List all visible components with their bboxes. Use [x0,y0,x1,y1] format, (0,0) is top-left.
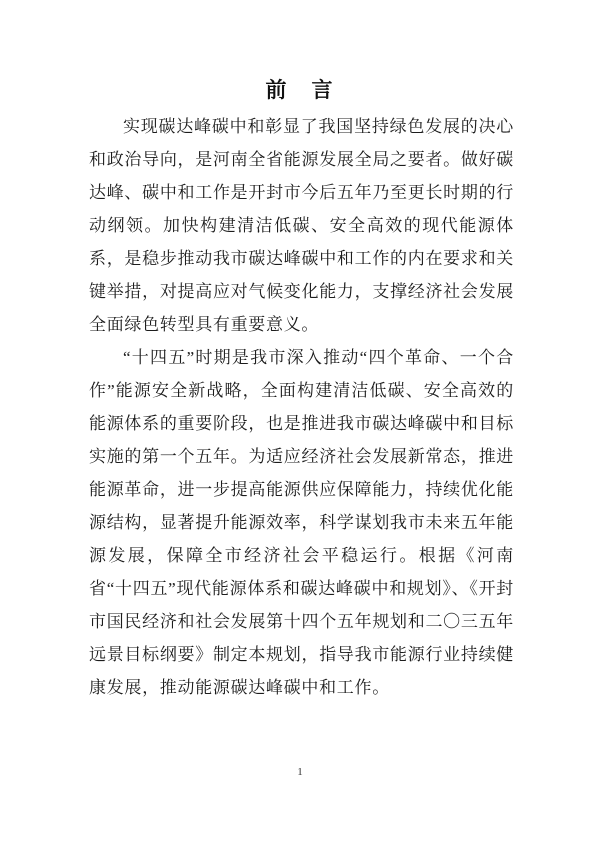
page-title: 前 言 [265,78,335,102]
paragraph-1: 实现碳达峰碳中和彰显了我国坚持绿色发展的决心和政治导向，是河南全省能源发展全局之要者。做好碳达峰、碳中和工作是开封市今后五年乃至更长时期的行动纲领。加快构建清洁低碳、安全高效的现代能源体系，是稳步推动我市碳达峰碳中和工作的内在要求和关键举措，对提高应对气候变化能力，支撑经济社会发展全面绿色转型具有重要意义。 [89,117,514,334]
page-number: 1 [297,766,303,778]
paragraph-2: “十四五”时期是我市深入推动“四个革命、一个合作”能源安全新战略，全面构建清洁低碳、安全高效的能源体系的重要阶段，也是推进我市碳达峰碳中和目标实施的第一个五年。为适应经济社会发展新常态，推进能源革命，进一步提高能源供应保障能力，持续优化能源结构，显著提升能源效率，科学谋划我市未来五年能源发展，保障全市经济社会平稳运行。根据《河南省“十四五”现代能源体系和碳达峰碳中和规划》、《开封市国民经济和社会发展第十四个五年规划和二〇三五年远景目标纲要》制定本规划，指导我市能源行业持续健康发展，推动能源碳达峰碳中和工作。 [89,348,514,697]
document-body [89,110,514,704]
